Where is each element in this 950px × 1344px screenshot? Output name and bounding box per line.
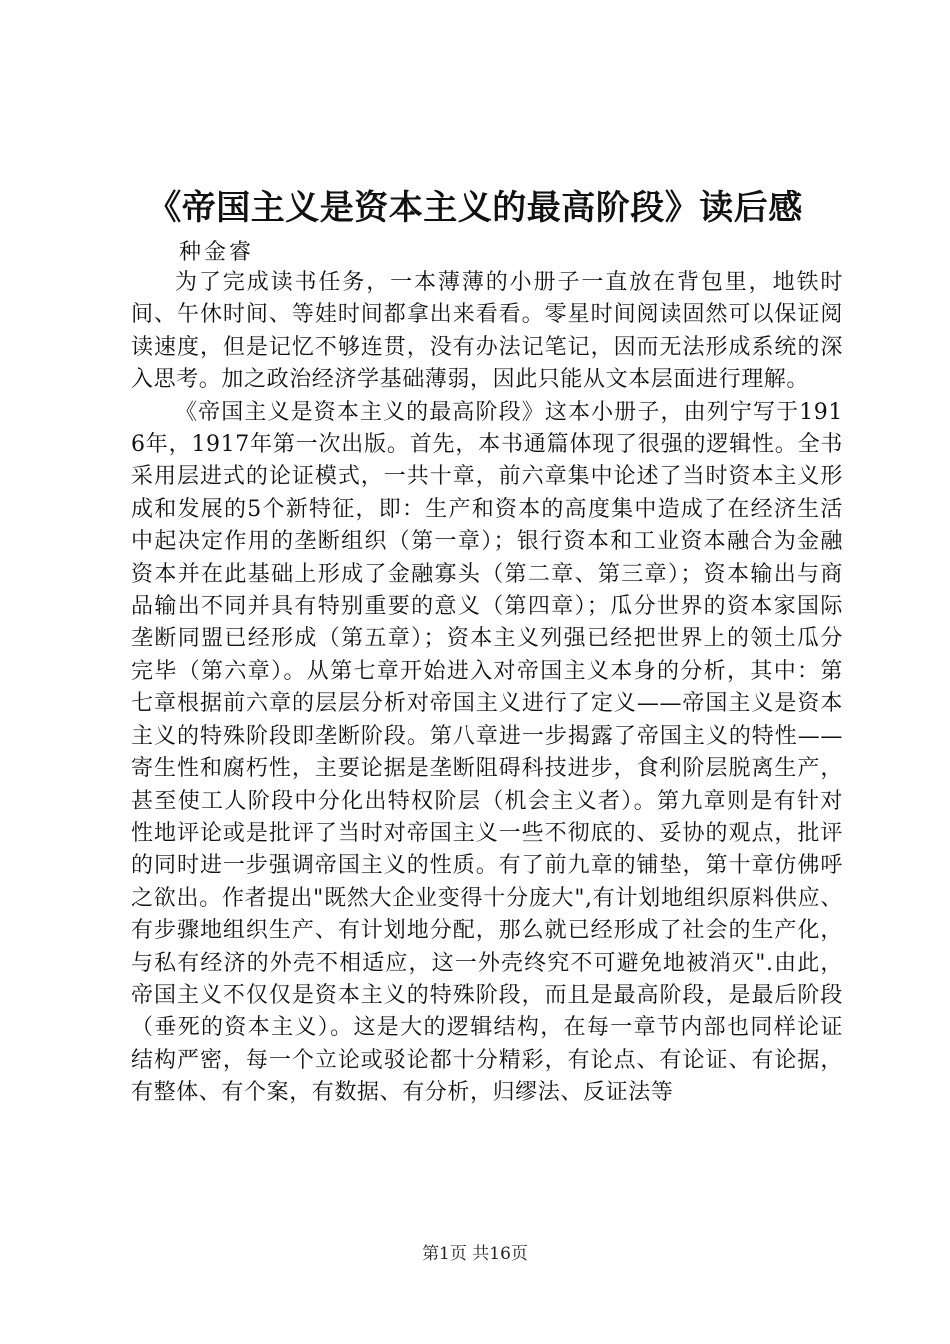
document-body: [131, 267, 843, 1110]
paragraph-2: 《帝国主义是资本主义的最高阶段》这本小册子，由列宁写于1916年，1917年第一次出版。首先，本书通篇体现了很强的逻辑性。全书采用层进式的论证模式，一共十章，前六章集中论述了当时资本主义形成和发展的5个新特征，即：生产和资本的高度集中造成了在经济生活中起决定作用的垄断组织（第一章）；银行资本和工业资本融合为金融资本并在此基础上形成了金融寡头（第二章、第三章）；资本输出与商品输出不同并具有特别重要的意义（第四章）；瓜分世界的资本家国际垄断同盟已经形成（第五章）；资本主义列强已经把世界上的领土瓜分完毕（第六章）。从第七章开始进入对帝国主义本身的分析，其中：第七章根据前六章的层层分析对帝国主义进行了定义——帝国主义是资本主义的特殊阶段即垄断阶段。第八章进一步揭露了帝国主义的特性——寄生性和腐朽性，主要论据是垄断阻碍科技进步，食利阶层脱离生产，甚至使工人阶段中分化出特权阶层（机会主义者）。第九章则是有针对性地评论或是批评了当时对帝国主义一些不彻底的、妥协的观点，批评的同时进一步强调帝国主义的性质。有了前九章的铺垫，第十章仿佛呼之欲出。作者提出"既然大企业变得十分庞大",有计划地组织原料供应、有步骤地组织生产、有计划地分配，那么就已经形成了社会的生产化，与私有经济的外壳不相适应，这一外壳终究不可避免地被消灭".由此，帝国主义不仅仅是资本主义的特殊阶段，而且是最高阶段，是最后阶段（垂死的资本主义）。这是大的逻辑结构，在每一章节内部也同样论证结构严密，每一个立论或驳论都十分精彩，有论点、有论证、有论据，有整体、有个案，有数据、有分析，归缪法、反证法等: [131, 399, 843, 1106]
author-name: 种金睿: [179, 240, 255, 265]
document-title: 《帝国主义是资本主义的最高阶段》读后感: [147, 188, 803, 228]
page-number-footer: 第1页 共16页: [422, 1244, 528, 1264]
paragraph-1: 为了完成读书任务，一本薄薄的小册子一直放在背包里，地铁时间、午休时间、等娃时间都拿出来看看。零星时间阅读固然可以保证阅读速度，但是记忆不够连贯，没有办法记笔记，因而无法形成系统的深入思考。加之政治经济学基础薄弱，因此只能从文本层面进行理解。: [131, 270, 843, 393]
